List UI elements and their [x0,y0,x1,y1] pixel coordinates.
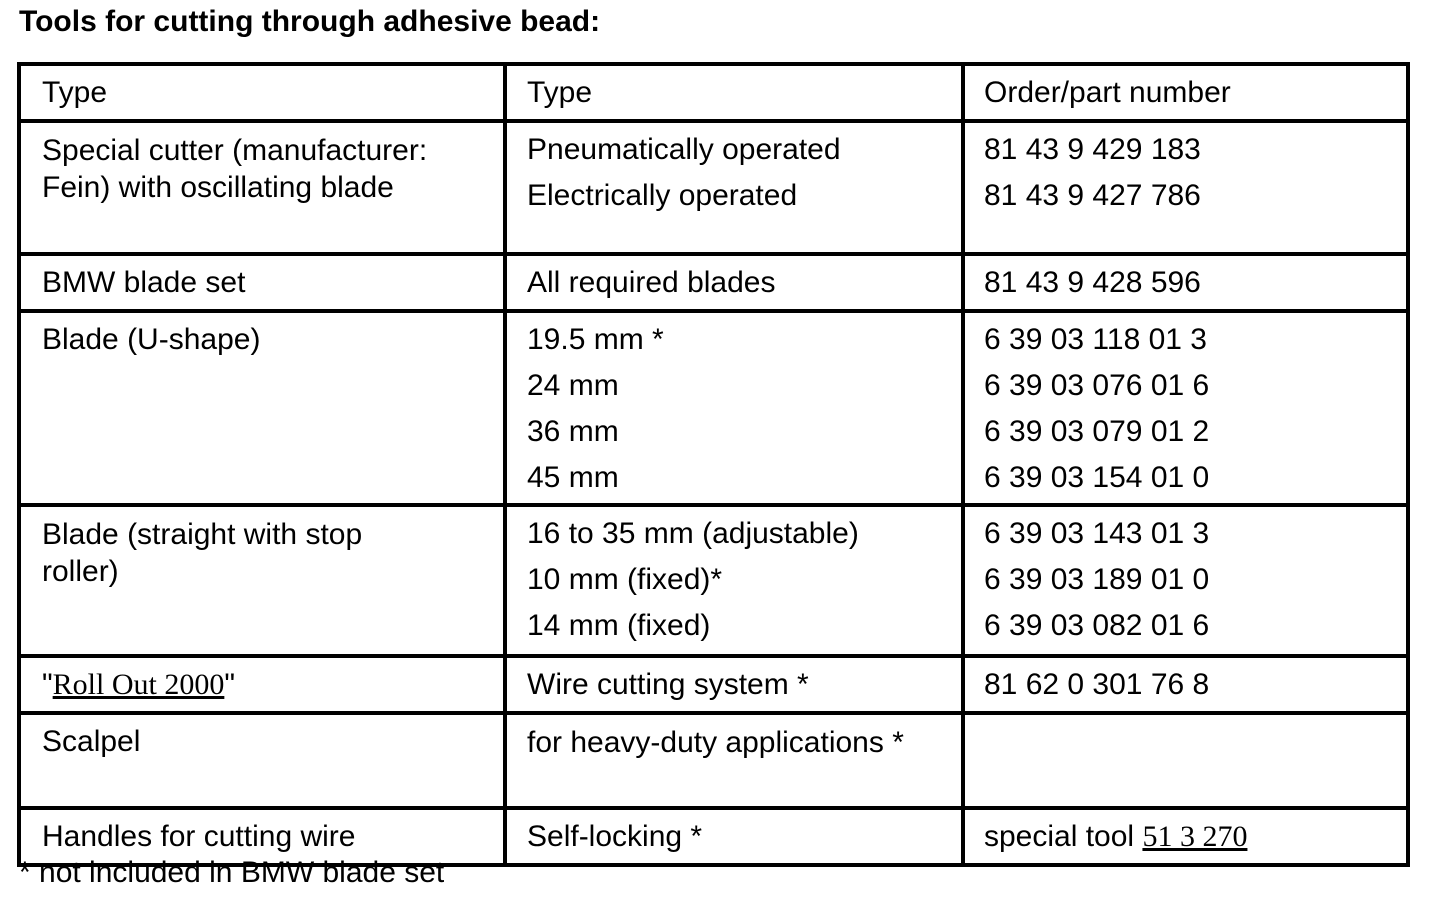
cell-tool-type: Special cutter (manufacturer: Fein) with oscillating blade [19,121,505,254]
cell-part-number: 6 39 03 143 01 3 6 39 03 189 01 0 6 39 03 082 01 6 [963,505,1408,656]
header-cell-type-detail: Type [505,64,963,121]
cell-tool-variant: 19.5 mm * 24 mm 36 mm 45 mm [505,311,963,505]
table-row [19,311,1408,505]
table-header-row [19,64,1408,121]
tools-table [17,62,1410,867]
cell-tool-type: BMW blade set [19,254,505,311]
table-row [19,254,1408,311]
table-row [19,713,1408,808]
cell-part-number-empty [963,713,1408,808]
cell-part-number: 6 39 03 118 01 3 6 39 03 076 01 6 6 39 03 079 01 2 6 39 03 154 01 0 [963,311,1408,505]
cell-tool-variant: 16 to 35 mm (adjustable) 10 mm (fixed)* 14 mm (fixed) [505,505,963,656]
cell-part-number: 81 62 0 301 76 8 [963,656,1408,713]
table-row [19,121,1408,254]
special-tool-link[interactable]: 51 3 270 [1142,820,1248,853]
header-cell-type: Type [19,64,505,121]
cell-tool-type: Blade (U-shape) [19,311,505,505]
cell-part-number: 81 43 9 428 596 [963,254,1408,311]
cell-tool-type: Scalpel [19,713,505,808]
cell-tool-variant: for heavy-duty applications * [505,713,963,808]
roll-out-2000-link[interactable]: Roll Out 2000 [52,668,225,701]
document-title: Tools for cutting through adhesive bead: [19,5,601,38]
cell-part-number: special tool 51 3 270 [963,808,1408,865]
table-row [19,505,1408,656]
cell-tool-type: Handles for cutting wire [19,808,505,865]
table-row [19,656,1408,713]
cell-tool-type: "Roll Out 2000" [19,656,505,713]
cell-tool-type: Blade (straight with stop roller) [19,505,505,656]
cell-tool-variant: All required blades [505,254,963,311]
header-cell-part-number: Order/part number [963,64,1408,121]
cell-tool-variant: Pneumatically operated Electrically operated [505,121,963,254]
cell-tool-variant: Wire cutting system * [505,656,963,713]
footnote: * not included in BMW blade set [19,856,445,889]
cell-part-number: 81 43 9 429 183 81 43 9 427 786 [963,121,1408,254]
cell-tool-variant: Self-locking * [505,808,963,865]
